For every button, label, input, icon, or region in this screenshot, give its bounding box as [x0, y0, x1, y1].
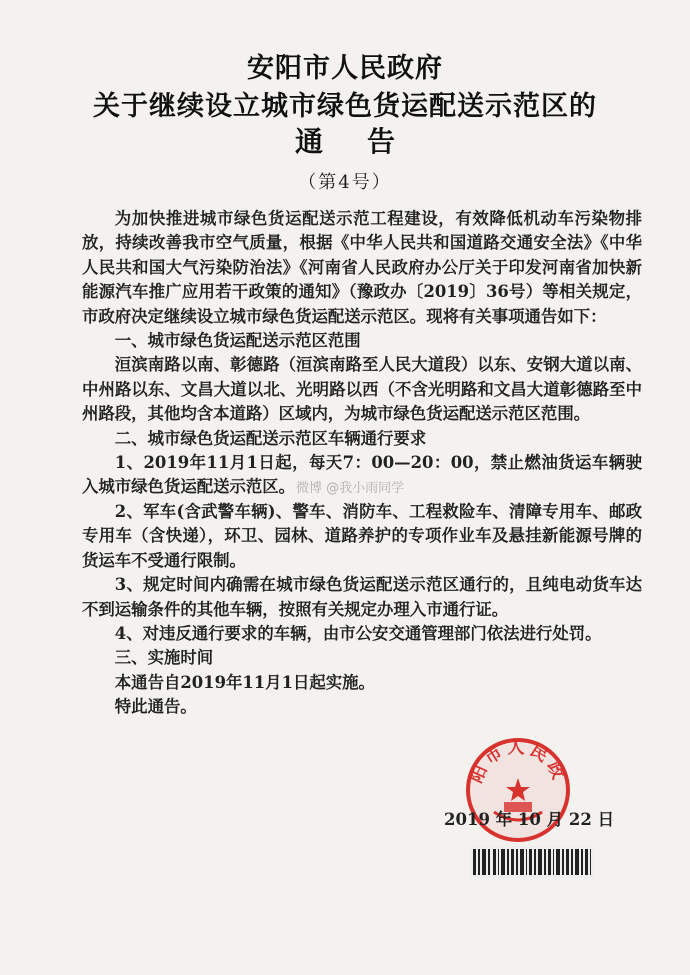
rule-item-2: 2、军车(含武警车辆)、警车、消防车、工程救险车、清障专用车、邮政专用车（含快递），环卫、园林、道路养护的专项作业车及悬挂新能源号牌的货运车不受通行限制。 [82, 501, 642, 570]
title-issuer: 安阳市人民政府 [247, 53, 443, 84]
title-notice: 通告 [294, 125, 439, 158]
document-number: （第4号） [298, 172, 392, 193]
effective-date-paragraph: 本通告自2019年11月1日起实施。 [114, 672, 375, 692]
title-subject: 关于继续设立城市绿色货运配送示范区的 [93, 91, 597, 122]
rule-item-1: 1、2019年11月1日起，每天7：00—20：00，禁止燃油货运车辆驶入城市绿色货运配送示范区。 [82, 453, 642, 497]
notice-body [82, 207, 642, 720]
section-heading-scope: 一、城市绿色货运配送示范区范围 [114, 331, 361, 351]
scope-paragraph: 洹滨南路以南、彰德路（洹滨南路至人民大道段）以东、安钢大道以南、中州路以东、文昌大道以北、光明路以西（不含光明路和文昌大道彰德路至中州路段，其他均含本道路）区域内，为城市绿色货运配送示范区范围。 [82, 355, 642, 424]
rule-item-3: 3、规定时间内确需在城市绿色货运配送示范区通行的，且纯电动货车达不到运输条件的其他车辆，按照有关规定办理入市通行证。 [82, 575, 642, 619]
svg-text:安阳市人民政府: 阳市人民政 [466, 738, 570, 787]
section-heading-effective: 三、实施时间 [114, 648, 214, 668]
rule-item-4: 4、对违反通行要求的车辆，由市公安交通管理部门依法进行处罚。 [114, 623, 602, 643]
document-barcode [470, 846, 594, 878]
issue-date: 2019 年 10 月 22 日 [444, 810, 615, 829]
weibo-watermark: 微博 @我小雨同学 [296, 481, 405, 496]
section-heading-rules: 二、城市绿色货运配送示范区车辆通行要求 [114, 428, 427, 448]
closing-paragraph: 特此通告。 [114, 697, 197, 717]
intro-paragraph: 为加快推进城市绿色货运配送示范工程建设，有效降低机动车污染物排放，持续改善我市空气质量，根据《中华人民共和国道路交通安全法》《中华人民共和国大气污染防治法》《河南省人民政府办公厅关于印发河南省加快新能源汽车推广应用若干政策的通知》（豫政办〔2019〕36号）等相关规定，市政府决定继续设立城市绿色货运配送示范区。现将有关事项通告如下： [82, 209, 642, 326]
